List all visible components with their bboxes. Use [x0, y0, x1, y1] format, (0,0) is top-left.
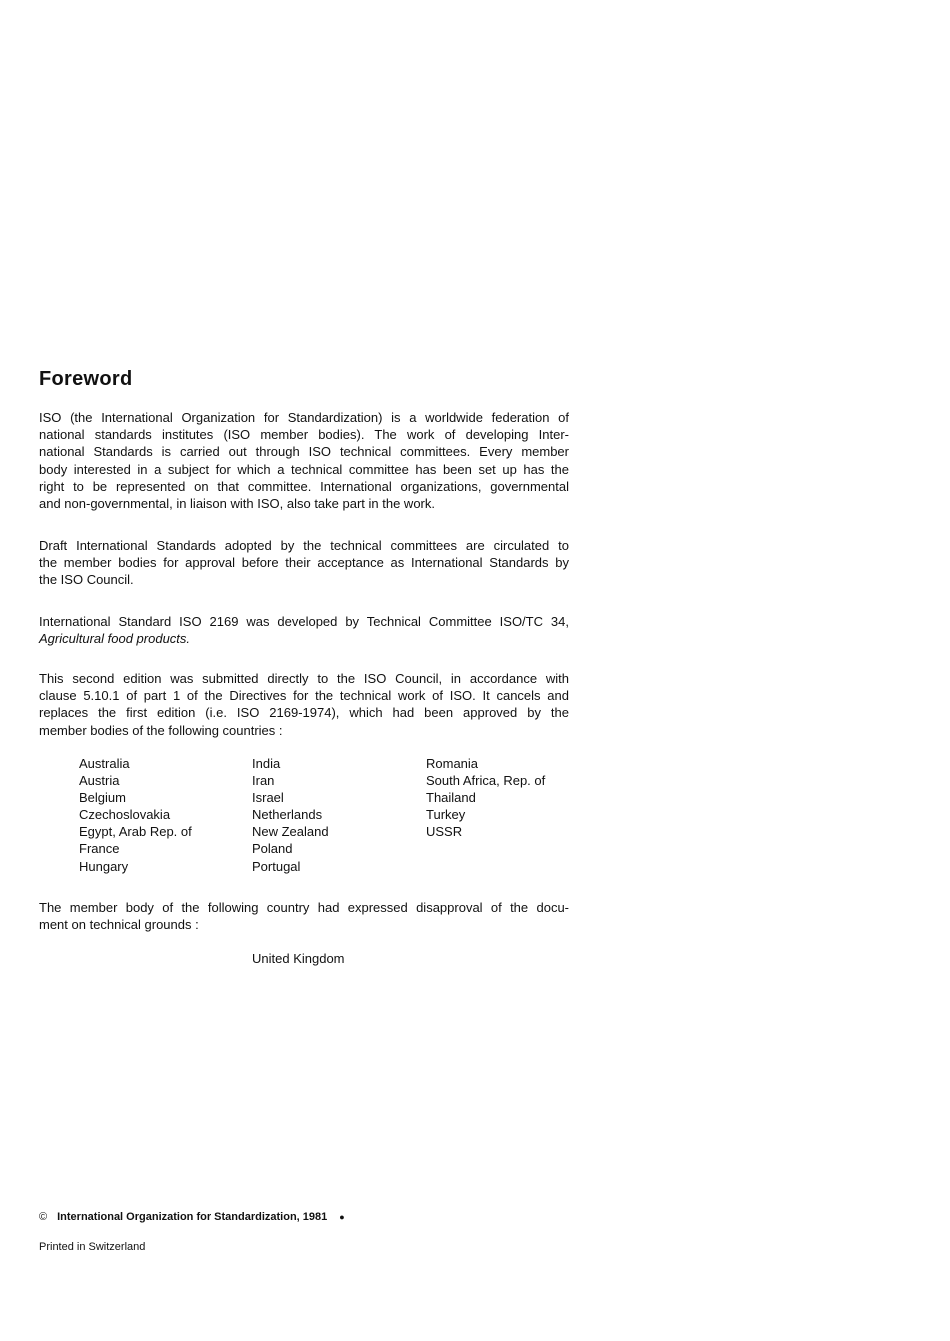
- country: Netherlands: [252, 807, 323, 823]
- text-line: the ISO Council.: [39, 572, 134, 588]
- country: Austria: [79, 773, 120, 789]
- country: India: [252, 756, 281, 771]
- text-line: International Standard ISO 2169 was developed by Technical Committee ISO/TC 34,: [39, 614, 569, 629]
- country: South Africa, Rep. of: [426, 773, 546, 789]
- country: Romania: [426, 756, 479, 771]
- text-line: the member bodies for approval before their acceptance as International Standards by: [39, 555, 569, 571]
- paragraph-technical-committee: [39, 613, 569, 647]
- copyright-icon: ©: [39, 1211, 48, 1223]
- country: New Zealand: [252, 824, 329, 840]
- text-line: ISO (the International Organization for Standardization) is a worldwide federation of: [39, 410, 569, 425]
- text-line: ment on technical grounds :: [39, 917, 199, 933]
- paragraph-second-edition: [39, 670, 569, 739]
- text-line: right to be represented on that committee. International organizations, governmental: [39, 478, 569, 494]
- country: Belgium: [79, 790, 126, 806]
- copyright-line: [39, 1211, 345, 1223]
- page-title: Foreword: [39, 368, 133, 390]
- country: Israel: [252, 790, 284, 806]
- country: Hungary: [79, 858, 129, 874]
- text-line: body interested in a subject for which a technical committee has been set up has the: [39, 461, 569, 477]
- countries-column-2: [252, 755, 329, 875]
- text-line: This second edition was submitted directly to the ISO Council, in accordance with: [39, 671, 569, 686]
- country: France: [79, 841, 120, 857]
- country: Thailand: [426, 790, 476, 806]
- text-line: Draft International Standards adopted by the technical committees are circulated to: [39, 538, 569, 553]
- paragraph-draft-standards: [39, 537, 569, 589]
- country: Poland: [252, 841, 293, 857]
- country: Turkey: [426, 807, 466, 823]
- countries-column-1: [79, 755, 192, 875]
- country: Australia: [79, 756, 130, 771]
- text-line: clause 5.10.1 of part 1 of the Directives for the technical work of ISO. It cancels and: [39, 688, 569, 704]
- disapproving-country: United Kingdom: [252, 951, 345, 966]
- paragraph-iso-intro: [39, 409, 569, 512]
- text-line: and non-governmental, in liaison with ISO, also take part in the work.: [39, 496, 435, 512]
- paragraph-disapproval: [39, 899, 569, 933]
- copyright-text: International Organization for Standardization, 1981: [57, 1211, 328, 1223]
- text-line: national standards institutes (ISO member bodies). The work of developing Inter-: [39, 427, 569, 443]
- text-line: replaces the first edition (i.e. ISO 2169-1974), which had been approved by the: [39, 705, 569, 721]
- text-line: national Standards is carried out through ISO technical committees. Every member: [39, 444, 569, 460]
- country: Portugal: [252, 858, 301, 874]
- country: Iran: [252, 773, 275, 789]
- country: Egypt, Arab Rep. of: [79, 824, 192, 840]
- country: Czechoslovakia: [79, 807, 171, 823]
- text-line: member bodies of the following countries :: [39, 722, 283, 738]
- printed-in: Printed in Switzerland: [39, 1241, 146, 1253]
- text-line: The member body of the following country had expressed disapproval of the docu-: [39, 900, 569, 915]
- countries-column-3: [426, 755, 545, 840]
- bullet-icon: ●: [339, 1212, 345, 1222]
- country: USSR: [426, 824, 463, 840]
- committee-name: Agricultural food products.: [39, 631, 191, 647]
